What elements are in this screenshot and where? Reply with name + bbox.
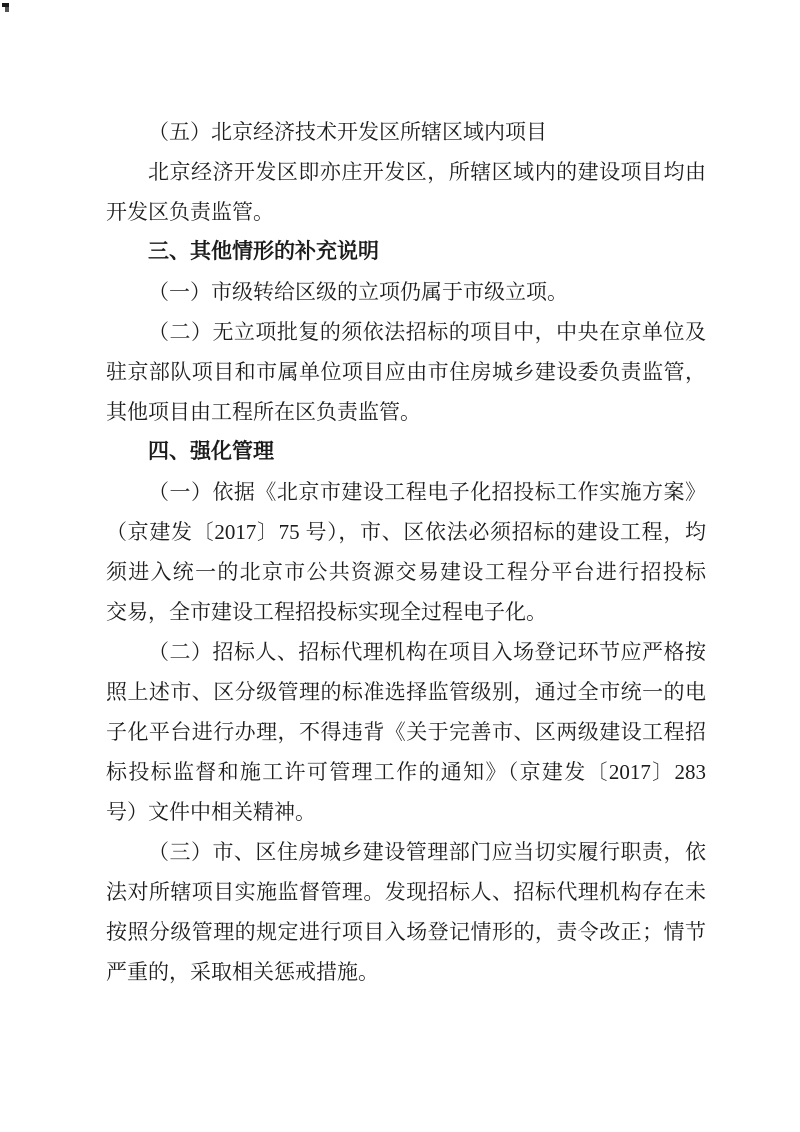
text-line: 须进入统一的北京市公共资源交易建设工程分平台进行招投标 <box>106 560 706 584</box>
section-heading: 四、强化管理 <box>148 440 274 463</box>
text-line: （京建发〔2017〕75 号），市、区依法必须招标的建设工程，均 <box>106 520 706 544</box>
text-line: 子化平台进行办理，不得违背《关于完善市、区两级建设工程招 <box>106 720 706 744</box>
text-line: （五）北京经济技术开发区所辖区域内项目 <box>148 120 547 144</box>
document-text-block <box>106 112 706 992</box>
scan-artifact-mark <box>2 3 11 13</box>
text-line: 法对所辖项目实施监督管理。发现招标人、招标代理机构存在未 <box>106 880 706 904</box>
text-line: 标投标监督和施工许可管理工作的通知》（京建发〔2017〕283 <box>106 760 706 784</box>
text-line: 驻京部队项目和市属单位项目应由市住房城乡建设委负责监管， <box>106 360 706 384</box>
text-line: 严重的，采取相关惩戒措施。 <box>106 960 379 984</box>
section-heading: 三、其他情形的补充说明 <box>148 240 379 263</box>
text-line: （二）招标人、招标代理机构在项目入场登记环节应严格按 <box>148 640 706 664</box>
text-line: 北京经济开发区即亦庄开发区，所辖区域内的建设项目均由 <box>148 160 706 184</box>
text-line: （二）无立项批复的须依法招标的项目中，中央在京单位及 <box>148 320 706 344</box>
text-line: 交易，全市建设工程招投标实现全过程电子化。 <box>106 600 547 624</box>
text-line: 其他项目由工程所在区负责监管。 <box>106 400 421 424</box>
text-line: 开发区负责监管。 <box>106 200 274 224</box>
text-line: （一）市级转给区级的立项仍属于市级立项。 <box>148 280 568 304</box>
scan-artifact-tail <box>5 7 9 12</box>
text-line: 按照分级管理的规定进行项目入场登记情形的，责令改正；情节 <box>106 920 706 944</box>
text-line: 号）文件中相关精神。 <box>106 800 316 824</box>
text-line: 照上述市、区分级管理的标准选择监管级别，通过全市统一的电 <box>106 680 706 704</box>
text-line: （三）市、区住房城乡建设管理部门应当切实履行职责，依 <box>148 840 706 864</box>
text-line: （一）依据《北京市建设工程电子化招投标工作实施方案》 <box>148 480 706 504</box>
